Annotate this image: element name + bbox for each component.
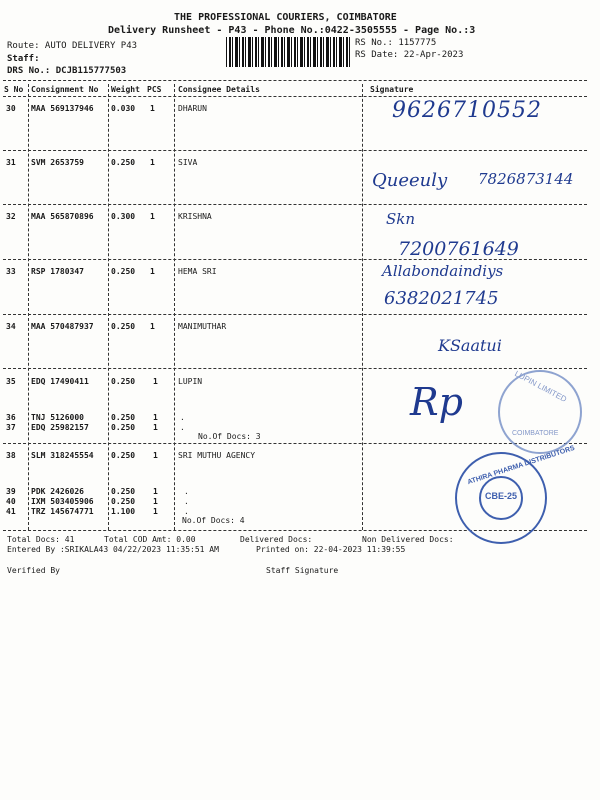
row-rule [3, 443, 587, 444]
col-weight: Weight [111, 85, 140, 94]
row-pcs: 1 [150, 267, 155, 276]
row-consignment: SLM 318245554 [31, 451, 94, 460]
rs-date: RS Date: 22-Apr-2023 [355, 50, 464, 60]
row-rule [3, 368, 587, 369]
row-pcs: 1 [153, 451, 158, 460]
row-consignee: . [180, 413, 185, 422]
rs-number: RS No.: 1157775 [355, 38, 437, 48]
row-consignment: EDQ 25982157 [31, 423, 89, 432]
route-label: Route: AUTO DELIVERY P43 [7, 41, 138, 51]
row-pcs: 1 [153, 507, 158, 516]
row-sno: 41 [6, 507, 16, 516]
row-sno: 39 [6, 487, 16, 496]
col-pcs: PCS [147, 85, 162, 94]
row-sno: 35 [6, 377, 16, 386]
non-delivered-docs: Non Delivered Docs: [362, 535, 454, 544]
row-consignee: SIVA [178, 158, 198, 167]
row-sno: 36 [6, 413, 16, 422]
row-sno: 33 [6, 267, 16, 276]
table-top-rule [3, 80, 587, 81]
row-consignee: . [184, 497, 189, 506]
row-rule [3, 314, 587, 315]
row-weight: 0.250 [111, 413, 136, 422]
row-sno: 40 [6, 497, 16, 506]
company-name: THE PROFESSIONAL COURIERS, COIMBATORE [174, 12, 397, 23]
row-consignee: LUPIN [178, 377, 203, 386]
staff-label: Staff: [7, 54, 40, 64]
row-sno: 31 [6, 158, 16, 167]
row-pcs: 1 [153, 497, 158, 506]
lupin-stamp-icon [498, 370, 582, 454]
row-sno: 34 [6, 322, 16, 331]
row-pcs: 1 [153, 423, 158, 432]
row-weight: 0.250 [111, 267, 136, 276]
row-sno: 32 [6, 212, 16, 221]
row-consignee: HEMA SRI [178, 267, 217, 276]
group-doc-count: No.Of Docs: 3 [198, 432, 261, 441]
row-consignment: MAA 565870896 [31, 212, 94, 221]
total-docs: Total Docs: 41 [7, 535, 75, 544]
verified-by: Verified By [7, 566, 60, 575]
row-consignment: RSP 1780347 [31, 267, 84, 276]
signature-32-phone: 7200761649 [398, 238, 519, 260]
row-weight: 0.250 [111, 158, 136, 167]
signature-33-phone: 6382021745 [384, 288, 499, 309]
runsheet-title: Delivery Runsheet - P43 - Phone No.:0422-3505555 - Page No.:3 [108, 25, 476, 36]
row-consignment: TNJ 5126000 [31, 413, 84, 422]
row-weight: 0.250 [111, 487, 136, 496]
row-pcs: 1 [153, 413, 158, 422]
row-pcs: 1 [150, 322, 155, 331]
row-consignment: TRZ 145674771 [31, 507, 94, 516]
row-sno: 30 [6, 104, 16, 113]
row-rule [3, 204, 587, 205]
row-weight: 0.250 [111, 377, 136, 386]
printed-on: Printed on: 22-04-2023 11:39:55 [256, 545, 406, 554]
row-consignment: PDK 2426026 [31, 487, 84, 496]
row-weight: 0.250 [111, 451, 136, 460]
barcode [226, 37, 350, 67]
row-sno: 38 [6, 451, 16, 460]
row-consignee: MANIMUTHAR [178, 322, 227, 331]
row-rule [3, 150, 587, 151]
stamp-code: CBE-25 [485, 491, 518, 501]
row-consignment: SVM 2653759 [31, 158, 84, 167]
row-consignment: MAA 570487937 [31, 322, 94, 331]
signature-31-phone: 7826873144 [478, 170, 574, 188]
total-cod: Total COD Amt: 0.00 [104, 535, 196, 544]
row-weight: 0.250 [111, 322, 136, 331]
row-pcs: 1 [150, 158, 155, 167]
header-rule [3, 96, 587, 97]
row-weight: 0.250 [111, 423, 136, 432]
row-consignee: DHARUN [178, 104, 207, 113]
row-consignee: . [180, 423, 185, 432]
signature-35: Rp [410, 380, 463, 424]
row-weight: 0.300 [111, 212, 136, 221]
row-pcs: 1 [150, 212, 155, 221]
row-consignee: . [184, 487, 189, 496]
signature-34: KSaatui [438, 336, 502, 355]
stamp-city: COIMBATORE [512, 430, 559, 437]
row-weight: 0.250 [111, 497, 136, 506]
row-consignment: MAA 569137946 [31, 104, 94, 113]
stamp-text: LUPIN LIMITED [513, 369, 569, 404]
row-weight: 1.100 [111, 507, 136, 516]
row-consignment: EDQ 17490411 [31, 377, 89, 386]
col-consignment: Consignment No [31, 85, 99, 94]
row-consignee: KRISHNA [178, 212, 212, 221]
signature-30: 9626710552 [392, 98, 542, 123]
delivered-docs: Delivered Docs: [240, 535, 313, 544]
row-consignment: IXM 503405906 [31, 497, 94, 506]
row-sno: 37 [6, 423, 16, 432]
stamp-text: ATHIRA PHARMA DISTRIBUTORS [466, 444, 576, 487]
distributor-stamp-icon [455, 444, 576, 544]
drs-number: DRS No.: DCJB115777503 [7, 66, 127, 76]
row-pcs: 1 [150, 104, 155, 113]
staff-signature: Staff Signature [266, 566, 339, 575]
col-consignee: Consignee Details [178, 85, 260, 94]
row-pcs: 1 [153, 487, 158, 496]
row-consignee: SRI MUTHU AGENCY [178, 451, 256, 460]
row-consignee: . [184, 507, 189, 516]
row-weight: 0.030 [111, 104, 136, 113]
signature-33-name: Allabondaindiys [382, 262, 504, 280]
entered-by: Entered By :SRIKALA43 04/22/2023 11:35:51 AM [7, 545, 219, 554]
group-doc-count: No.Of Docs: 4 [182, 516, 245, 525]
col-signature: Signature [370, 85, 414, 94]
col-sno: S No [4, 85, 24, 94]
signature-32-name: Skn [386, 210, 416, 228]
row-pcs: 1 [153, 377, 158, 386]
signature-31-name: Queeuly [372, 170, 448, 191]
